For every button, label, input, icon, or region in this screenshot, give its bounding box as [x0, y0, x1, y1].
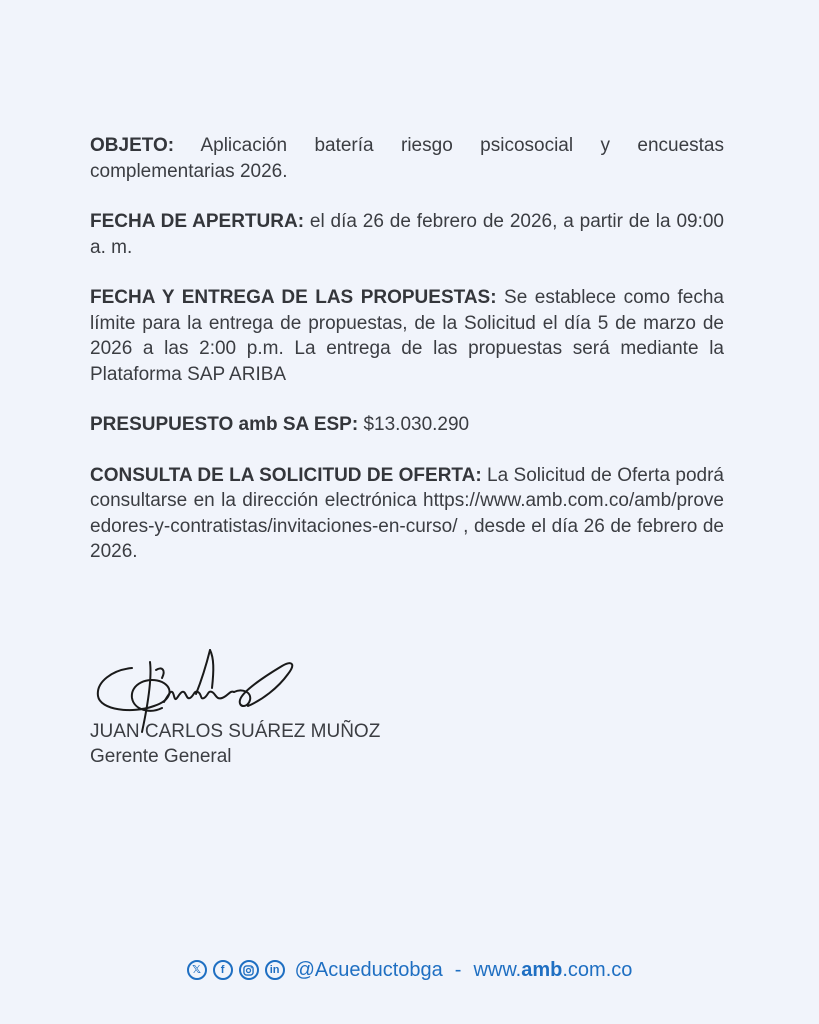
- entrega-paragraph: [90, 285, 724, 387]
- signature-block: [90, 648, 450, 778]
- consulta-text-after: , desde el día 26 de febrero de 2026.: [90, 515, 724, 562]
- consulta-paragraph: [90, 463, 724, 565]
- presupuesto-paragraph: [90, 412, 724, 438]
- social-handle[interactable]: @Acueductobga: [294, 958, 443, 981]
- objeto-label: OBJETO:: [90, 135, 175, 156]
- website-brand: amb: [521, 958, 563, 981]
- apertura-text: el día 26 de febrero de 2026, a partir de la 09:00 a. m.: [90, 211, 724, 258]
- linkedin-icon[interactable]: in: [265, 960, 285, 980]
- consulta-label: CONSULTA DE LA SOLICITUD DE OFERTA:: [90, 464, 482, 486]
- consulta-text: La Solicitud de Oferta podrá consultarse en la dirección electrónica: [90, 464, 724, 511]
- objeto-text: Aplicación batería riesgo psicosocial y encuestas complementarias 2026.: [90, 135, 724, 182]
- document-body: [90, 133, 724, 590]
- footer: [0, 955, 819, 985]
- entrega-label: FECHA Y ENTREGA DE LAS PROPUESTAS:: [90, 287, 497, 308]
- footer-separator: -: [454, 958, 462, 981]
- x-icon[interactable]: 𝕏: [187, 960, 207, 980]
- website-link[interactable]: [473, 959, 632, 982]
- entrega-text: Se establece como fecha límite para la entrega de propuestas, de la Solicitud el día 5 de marzo de 2026 a las 2:00 p.m. La entrega de las propuestas será mediante la Plataforma SAP ARIBA: [90, 287, 724, 385]
- website-prefix: www.: [473, 958, 522, 981]
- facebook-icon[interactable]: f: [213, 960, 233, 980]
- presupuesto-label: PRESUPUESTO amb SA ESP:: [90, 414, 359, 435]
- presupuesto-text: $13.030.290: [358, 414, 470, 435]
- consulta-url[interactable]: https://www.amb.com.co/amb/proveedores-y-contratistas/invitaciones-en-curso/: [90, 490, 724, 537]
- signer-name: JUAN CARLOS SUÁREZ MUÑOZ: [90, 721, 381, 742]
- apertura-paragraph: [90, 209, 724, 260]
- signer-role: Gerente General: [90, 746, 232, 767]
- instagram-icon[interactable]: [239, 960, 259, 980]
- apertura-label: FECHA DE APERTURA:: [90, 211, 305, 232]
- website-suffix: .com.co: [562, 958, 633, 981]
- objeto-paragraph: [90, 133, 724, 184]
